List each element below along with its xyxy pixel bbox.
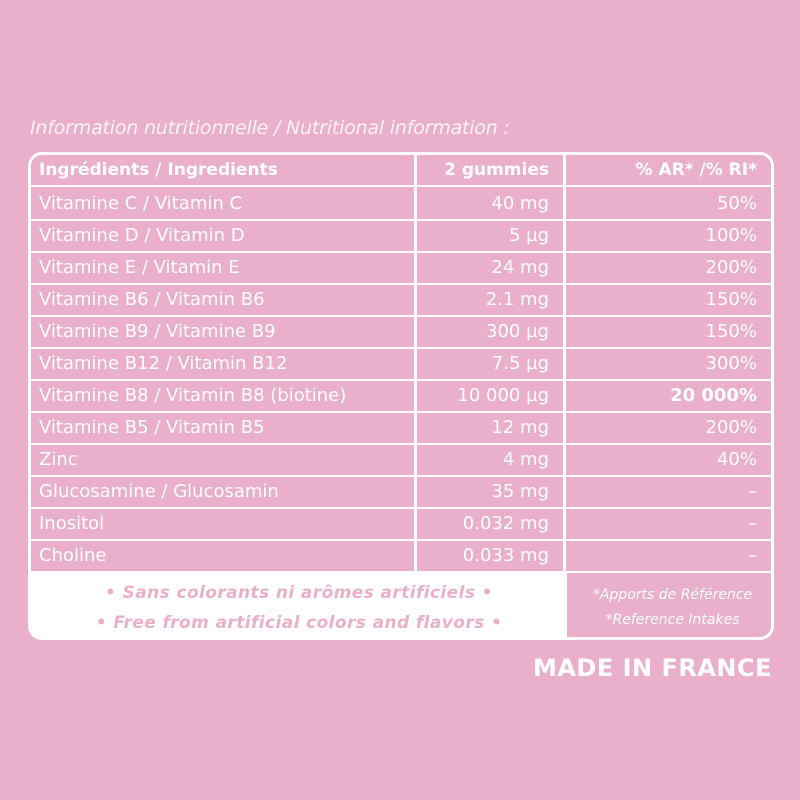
table-header-row: [31, 155, 771, 187]
amount-cell: 35 mg: [491, 481, 549, 502]
table-row: [31, 509, 771, 541]
made-in-france: MADE IN FRANCE: [532, 654, 772, 682]
percent-cell: 150%: [705, 321, 757, 342]
percent-cell: 20 000%: [670, 385, 757, 406]
percent-cell: –: [748, 481, 757, 502]
table-row: [31, 221, 771, 253]
table-row: [31, 317, 771, 349]
reference-note: [568, 573, 774, 640]
amount-cell: 12 mg: [491, 417, 549, 438]
percent-cell: 300%: [705, 353, 757, 374]
header-ingredients: Ingrédients / Ingredients: [39, 160, 278, 180]
amount-cell: 7.5 µg: [491, 353, 549, 374]
column-divider: [414, 155, 417, 573]
amount-cell: 40 mg: [491, 193, 549, 214]
ingredient-cell: Choline: [39, 545, 107, 566]
free-from-banner: [31, 573, 567, 640]
free-from-fr: • Sans colorants ni arômes artificiels •: [105, 583, 493, 603]
percent-cell: 200%: [705, 257, 757, 278]
table-row: [31, 285, 771, 317]
percent-cell: 50%: [716, 193, 757, 214]
ingredient-cell: Vitamine C / Vitamin C: [39, 193, 243, 214]
amount-cell: 0.033 mg: [462, 545, 549, 566]
reference-note-fr: *Apports de Référence: [592, 587, 753, 603]
ingredient-cell: Zinc: [39, 449, 78, 470]
amount-cell: 4 mg: [502, 449, 549, 470]
table-row: [31, 349, 771, 381]
ingredient-cell: Vitamine B8 / Vitamin B8 (biotine): [39, 385, 347, 406]
table-row: [31, 445, 771, 477]
ingredient-cell: Vitamine B6 / Vitamin B6: [39, 289, 265, 310]
ingredient-cell: Vitamine B5 / Vitamin B5: [39, 417, 265, 438]
ingredient-cell: Vitamine B12 / Vitamin B12: [39, 353, 288, 374]
header-percent: % AR* /% RI*: [635, 160, 757, 180]
amount-cell: 2.1 mg: [485, 289, 549, 310]
table-row: [31, 477, 771, 509]
section-title: Information nutritionnelle / Nutritional information :: [30, 117, 510, 139]
amount-cell: 5 µg: [508, 225, 549, 246]
percent-cell: –: [748, 545, 757, 566]
reference-note-en: *Reference Intakes: [605, 612, 740, 628]
amount-cell: 10 000 µg: [457, 385, 549, 406]
percent-cell: 40%: [716, 449, 757, 470]
percent-cell: 150%: [705, 289, 757, 310]
ingredient-cell: Inositol: [39, 513, 105, 534]
percent-cell: 100%: [705, 225, 757, 246]
amount-cell: 24 mg: [491, 257, 549, 278]
table-row: [31, 541, 771, 573]
nutrition-table: [28, 152, 774, 640]
percent-cell: 200%: [705, 417, 757, 438]
ingredient-cell: Vitamine D / Vitamin D: [39, 225, 245, 246]
table-row: [31, 413, 771, 445]
ingredient-cell: Vitamine E / Vitamin E: [39, 257, 240, 278]
amount-cell: 0.032 mg: [462, 513, 549, 534]
column-divider: [563, 155, 566, 640]
amount-cell: 300 µg: [486, 321, 549, 342]
table-row: [31, 381, 771, 413]
ingredient-cell: Glucosamine / Glucosamin: [39, 481, 279, 502]
ingredient-cell: Vitamine B9 / Vitamine B9: [39, 321, 276, 342]
header-amount: 2 gummies: [444, 160, 549, 180]
table-row: [31, 189, 771, 221]
free-from-en: • Free from artificial colors and flavors •: [95, 613, 503, 633]
table-row: [31, 253, 771, 285]
percent-cell: –: [748, 513, 757, 534]
